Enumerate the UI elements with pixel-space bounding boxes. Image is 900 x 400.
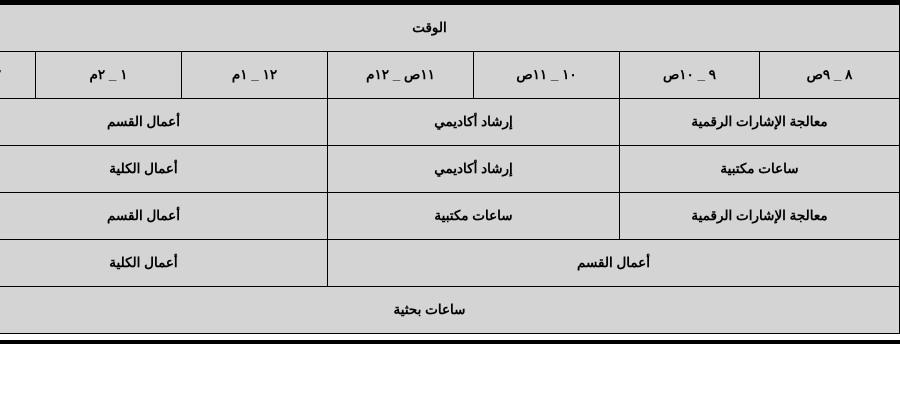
activity-cell: ساعات مكتبية [620, 146, 900, 193]
table-row [0, 99, 900, 146]
activity-cell: إرشاد أكاديمي [328, 146, 620, 193]
activity-cell: أعمال الكلية [0, 240, 328, 287]
activity-cell: أعمال القسم [328, 240, 900, 287]
table-title-row [0, 5, 900, 52]
activity-cell: معالجة الإشارات الرقمية [620, 99, 900, 146]
column-header-time-6: ١ _ ٢م [36, 52, 182, 99]
research-hours-cell: ساعات بحثية [0, 287, 900, 334]
activity-cell: أعمال الكلية [0, 146, 328, 193]
activity-cell: أعمال القسم [0, 99, 328, 146]
table-row [0, 193, 900, 240]
column-header-time-5: ١٢ _ ١م [182, 52, 328, 99]
bottom-rule [0, 340, 900, 344]
column-header-time-7 [0, 52, 36, 99]
column-header-time-3: ١٠ _ ١١ص [474, 52, 620, 99]
column-header-time-1: ٨ _ ٩ص [760, 52, 900, 99]
table-row [0, 146, 900, 193]
activity-cell: معالجة الإشارات الرقمية [620, 193, 900, 240]
activity-cell: أعمال القسم [0, 193, 328, 240]
table-title-cell: الوقت [0, 5, 900, 52]
activity-cell: إرشاد أكاديمي [328, 99, 620, 146]
table-footer-row [0, 287, 900, 334]
activity-cell: ساعات مكتبية [328, 193, 620, 240]
table-row [0, 240, 900, 287]
column-header-time-4: ١١ص _ ١٢م [328, 52, 474, 99]
weekly-schedule-table [0, 4, 900, 334]
column-header-time-2: ٩ _ ١٠ص [620, 52, 760, 99]
table-header-row [0, 52, 900, 99]
